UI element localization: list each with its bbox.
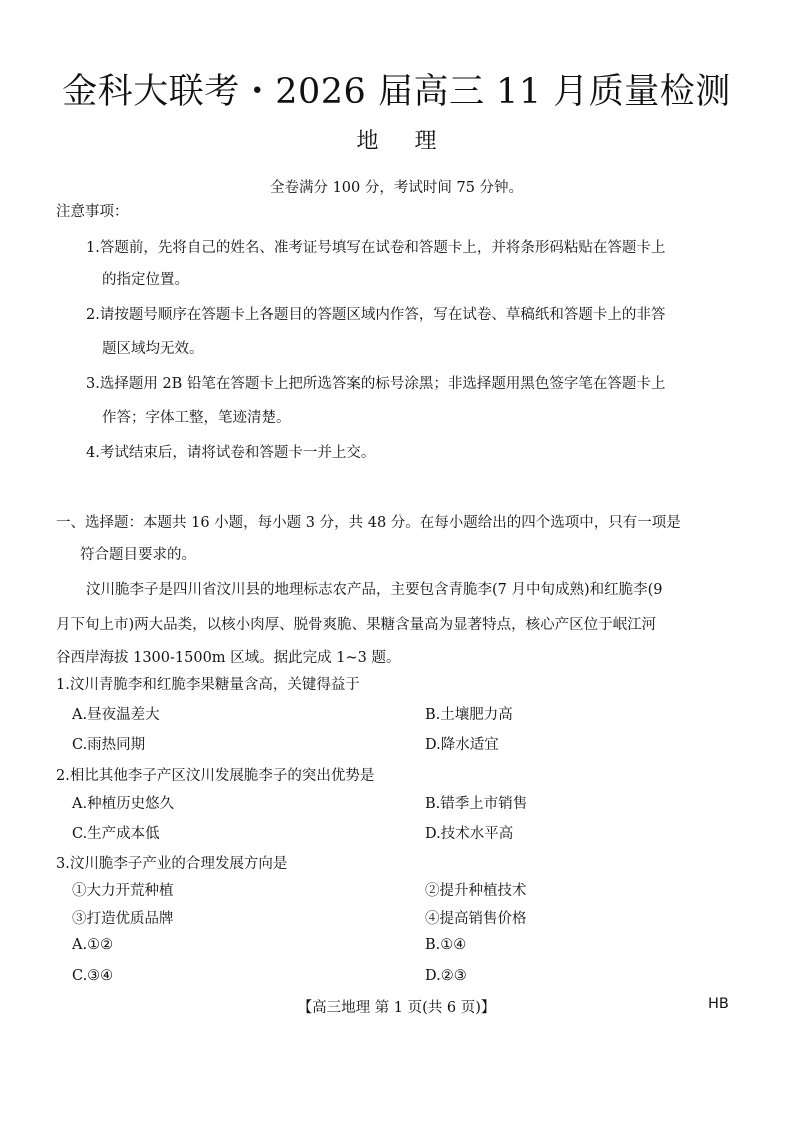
subject-title <box>0 124 793 155</box>
notice-item-1: 1.答题前，先将自己的姓名、准考证号填写在试卷和答题卡上，并将条形码粘贴在答题卡上 <box>86 240 666 256</box>
question-1-option-b: B.土壤肥力高 <box>425 707 513 723</box>
notice-item-4: 4.考试结束后，请将试卷和答题卡一并上交。 <box>86 445 376 461</box>
section-heading-cont: 符合题目要求的。 <box>80 547 196 563</box>
question-3-option-d: D.②③ <box>425 968 467 984</box>
notice-item-2: 2.请按题号顺序在答题卡上各题目的答题区域内作答，写在试卷、草稿纸和答题卡上的非答 <box>86 307 666 323</box>
question-3-statement-1: ①大力开荒种植 <box>72 883 174 899</box>
notice-item-3-cont: 作答；字体工整，笔迹清楚。 <box>102 410 291 426</box>
question-3-option-a: A.①② <box>72 937 114 953</box>
question-3-statement-3: ③打造优质品牌 <box>72 911 174 927</box>
exam-title: 金科大联考・2026 届高三 11 月质量检测 <box>62 72 731 112</box>
passage-line-2: 月下旬上市)两大品类，以核小肉厚、脱骨爽脆、果糖含量高为显著特点，核心产区位于岷江河 <box>56 617 657 633</box>
question-3-option-c: C.③④ <box>72 968 114 984</box>
section-heading: 一、选择题：本题共 16 小题，每小题 3 分，共 48 分。在每小题给出的四个选项中，只有一项是 <box>56 515 681 531</box>
subject-char-2: 理 <box>414 129 437 154</box>
question-2-option-b: B.错季上市销售 <box>425 796 528 812</box>
question-3-statement-2: ②提升种植技术 <box>425 883 527 899</box>
subject-char-1: 地 <box>356 129 379 154</box>
question-2-stem: 2.相比其他李子产区汶川发展脆李子的突出优势是 <box>56 768 375 784</box>
notice-item-1-cont: 的指定位置。 <box>102 272 189 288</box>
page-footer: 【高三地理 第 1 页(共 6 页)】 <box>297 1000 496 1016</box>
passage-line-1: 汶川脆李子是四川省汶川县的地理标志农产品，主要包含青脆李(7 月中旬成熟)和红脆李(9 <box>86 582 663 598</box>
question-3-statement-4: ④提高销售价格 <box>425 911 527 927</box>
question-1-stem: 1.汶川青脆李和红脆李果糖量含高，关键得益于 <box>56 677 360 693</box>
notice-item-2-cont: 题区域均无效。 <box>102 341 204 357</box>
question-2-option-a: A.种植历史悠久 <box>72 796 175 812</box>
question-2-option-d: D.技术水平高 <box>425 826 514 842</box>
question-3-stem: 3.汶川脆李子产业的合理发展方向是 <box>56 856 288 872</box>
notice-item-3: 3.选择题用 2B 铅笔在答题卡上把所选答案的标号涂黑；非选择题用黑色签字笔在答题卡上 <box>86 376 666 392</box>
question-3-option-b: B.①④ <box>425 937 467 953</box>
question-1-option-d: D.降水适宜 <box>425 737 499 753</box>
question-1-option-c: C.雨热同期 <box>72 737 146 753</box>
footer-code: HB <box>708 996 729 1012</box>
exam-info: 全卷满分 100 分，考试时间 75 分钟。 <box>269 180 524 196</box>
question-2-option-c: C.生产成本低 <box>72 826 160 842</box>
notice-heading: 注意事项： <box>56 204 129 220</box>
question-1-option-a: A.昼夜温差大 <box>72 707 160 723</box>
passage-line-3: 谷西岸海拔 1300-1500m 区域。据此完成 1~3 题。 <box>56 650 401 666</box>
